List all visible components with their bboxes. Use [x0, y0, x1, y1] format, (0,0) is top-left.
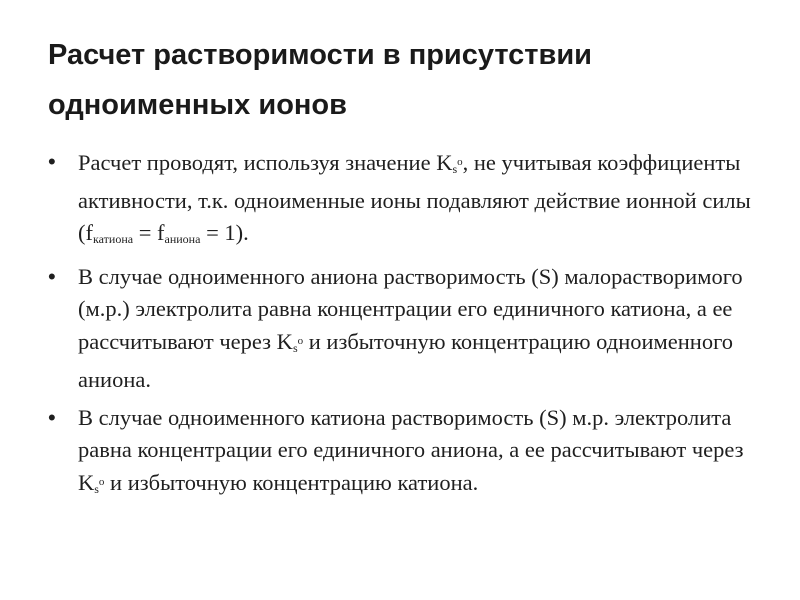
bullet-1-text-d: = 1).: [200, 220, 249, 245]
bullet-3-text-b: и избыточную концентрацию катиона.: [104, 470, 479, 495]
ks-subscript: s: [292, 341, 298, 355]
ks-subscript: s: [452, 162, 458, 176]
bullet-1-text-c: = f: [133, 220, 165, 245]
bullet-list: [48, 146, 760, 511]
f-cation-subscript: катиона: [93, 232, 134, 246]
bullet-dot-icon: •: [48, 405, 56, 430]
bullet-1-text-a: Расчет проводят, используя значение K: [78, 150, 453, 175]
slide-title: [48, 30, 768, 130]
bullet-item-1: [48, 146, 760, 255]
bullet-item-3: [48, 402, 760, 505]
bullet-3-text-a: В случае одноименного катиона растворимость (S) м.р. электролита равна концентрации его единичного аниона, а ее рассчитывают через K: [78, 405, 744, 495]
ks-superscript: o: [98, 476, 105, 488]
bullet-2-text-a: В случае одноименного аниона растворимость (S) малорастворимого (м.р.) электролита равна концентрации его единичного катиона, а ее рассчитывают через K: [78, 264, 743, 354]
bullet-item-2: [48, 261, 760, 396]
ks-superscript: o: [297, 335, 304, 347]
slide-title-line-1: Расчет растворимости в присутствии: [48, 39, 592, 71]
ks-subscript: s: [94, 482, 99, 496]
slide-title-line-2: одноименных ионов: [48, 89, 347, 121]
f-anion-subscript: аниона: [164, 232, 201, 246]
bullet-2-text-b: и избыточную концентрацию одноименного аниона.: [78, 329, 734, 392]
ks-superscript: o: [457, 156, 463, 168]
bullet-dot-icon: •: [48, 264, 56, 289]
bullet-dot-icon: •: [48, 149, 56, 174]
bullet-1-text-b: , не учитывая коэффициенты активности, т.к. одноименные ионы подавляют действие ионной силы (f: [78, 150, 751, 245]
